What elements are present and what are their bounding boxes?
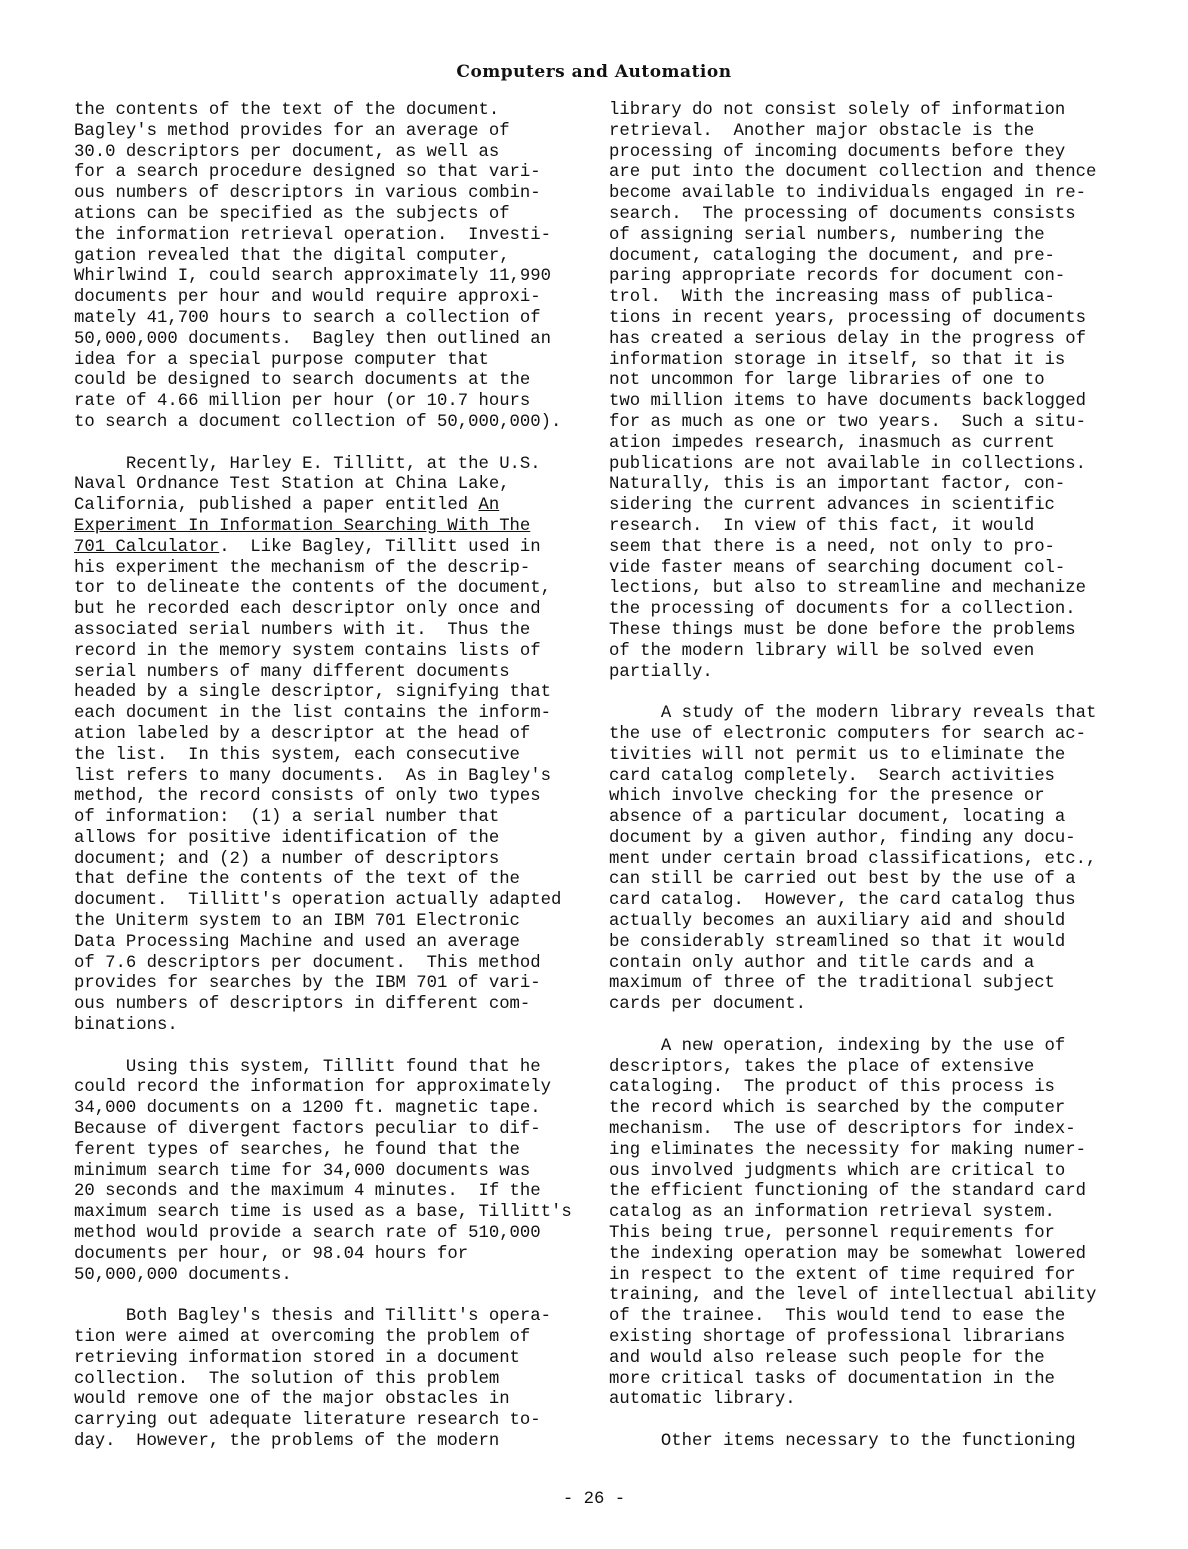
text-line: ous involved judgments which are critical to	[609, 1161, 1066, 1181]
text-line: method would provide a search rate of 510,000	[74, 1224, 541, 1244]
text-line: ation impedes research, inasmuch as current	[609, 433, 1055, 453]
text-line: serial numbers of many different documents	[74, 662, 510, 682]
text-line: tor to delineate the contents of the document,	[74, 579, 552, 599]
text-line: Naturally, this is an important factor, con-	[609, 475, 1066, 495]
text-line: document, cataloging the document, and pre-	[609, 246, 1055, 266]
text-line: A new operation, indexing by the use of	[609, 1036, 1066, 1056]
text-line: collection. The solution of this problem	[74, 1369, 500, 1389]
text-line	[74, 496, 574, 517]
text-line: of 7.6 descriptors per document. This method	[74, 953, 541, 973]
paragraph-card-catalog	[609, 704, 1114, 1016]
text-line: documents per hour and would require approxi-	[74, 288, 541, 308]
text-line: in respect to the extent of time required for	[609, 1265, 1076, 1285]
text-line: retrieval. Another major obstacle is the	[609, 121, 1035, 141]
text-line: could record the information for approximately	[74, 1078, 552, 1098]
text-line: card catalog completely. Search activities	[609, 766, 1055, 786]
text-line: document; and (2) a number of descriptors	[74, 849, 500, 869]
text-line: absence of a particular document, locating a	[609, 808, 1066, 828]
left-column	[74, 101, 574, 1453]
text-line: become available to individuals engaged in re-	[609, 184, 1087, 204]
text-line: are put into the document collection and thence	[609, 163, 1097, 183]
text-line: headed by a single descriptor, signifying that	[74, 683, 552, 703]
text-line: card catalog. However, the card catalog thus	[609, 891, 1076, 911]
text-line: Recently, Harley E. Tillitt, at the U.S.	[74, 454, 541, 474]
text-line: vide faster means of searching document col-	[609, 558, 1066, 578]
text-line: but he recorded each descriptor only once and	[74, 600, 541, 620]
text-line: the contents of the text of the document.	[74, 101, 500, 120]
right-column	[609, 101, 1114, 1453]
text-line: search. The processing of documents consists	[609, 204, 1076, 224]
text-line: method, the record consists of only two types	[74, 787, 541, 807]
text-line: paring appropriate records for document con-	[609, 267, 1066, 287]
text-line: mately 41,700 hours to search a collection of	[74, 308, 541, 328]
text-line: document. Tillitt's operation actually adapted	[74, 891, 562, 911]
paragraph-indexing-operation	[609, 1037, 1114, 1411]
text-line: the information retrieval operation. Investi-	[74, 225, 552, 245]
text-line: to search a document collection of 50,000,000).	[74, 412, 562, 432]
text-line: Because of divergent factors peculiar to dif-	[74, 1120, 541, 1140]
text-line: for a search procedure designed so that vari-	[74, 163, 541, 183]
text-span: . Like Bagley, Tillitt used in	[219, 537, 541, 557]
text-line: Naval Ordnance Test Station at China Lake,	[74, 475, 510, 495]
text-line: cataloging. The product of this process is	[609, 1078, 1055, 1098]
text-line: binations.	[74, 1016, 178, 1036]
text-line: record in the memory system contains lists of	[74, 641, 541, 661]
text-line: the processing of documents for a collection.	[609, 600, 1076, 620]
page-number: - 26 -	[562, 1490, 626, 1509]
text-line: cards per document.	[609, 995, 807, 1015]
text-line: Using this system, Tillitt found that he	[74, 1057, 541, 1077]
text-line: library do not consist solely of information	[609, 101, 1066, 120]
text-line: be considerably streamlined so that it would	[609, 932, 1066, 952]
text-line: minimum search time for 34,000 documents was	[74, 1161, 531, 1181]
text-line: his experiment the mechanism of the descrip-	[74, 558, 531, 578]
paragraph-problem-summary	[74, 1307, 574, 1453]
text-line: Both Bagley's thesis and Tillitt's opera-	[74, 1307, 552, 1327]
text-line: ous numbers of descriptors in various combin-	[74, 184, 541, 204]
text-line: idea for a special purpose computer that	[74, 350, 489, 370]
text-line: the record which is searched by the computer	[609, 1099, 1066, 1119]
text-line	[74, 517, 574, 538]
paper-title-underlined: An	[478, 496, 500, 516]
text-line: two million items to have documents backlogged	[609, 392, 1087, 412]
paper-title-underlined: Experiment In Information Searching With The	[74, 516, 531, 536]
text-line: contain only author and title cards and a	[609, 953, 1035, 973]
text-line: ous numbers of descriptors in different com-	[74, 995, 531, 1015]
text-line: processing of incoming documents before they	[609, 142, 1066, 162]
text-line: 30.0 descriptors per document, as well as	[74, 142, 500, 162]
text-line: training, and the level of intellectual ability	[609, 1286, 1097, 1306]
page-header: Computers and Automation	[456, 62, 732, 82]
text-line: associated serial numbers with it. Thus the	[74, 620, 531, 640]
text-line: allows for positive identification of the	[74, 828, 500, 848]
text-line: documents per hour, or 98.04 hours for	[74, 1244, 469, 1264]
text-line: Whirlwind I, could search approximately 11,990	[74, 267, 552, 287]
text-line: the use of electronic computers for search ac-	[609, 724, 1087, 744]
text-line: 50,000,000 documents.	[74, 1265, 292, 1285]
text-line: of assigning serial numbers, numbering the	[609, 225, 1045, 245]
text-line	[74, 538, 574, 559]
text-line: could be designed to search documents at the	[74, 371, 531, 391]
text-line: retrieving information stored in a document	[74, 1348, 520, 1368]
text-line: the Uniterm system to an IBM 701 Electronic	[74, 912, 520, 932]
paragraph-tillitt-results	[74, 1058, 574, 1287]
text-line: the indexing operation may be somewhat lowered	[609, 1244, 1087, 1264]
text-line: 34,000 documents on a 1200 ft. magnetic tape.	[74, 1099, 541, 1119]
text-line: actually becomes an auxiliary aid and should	[609, 912, 1066, 932]
text-line: has created a serious delay in the progress of	[609, 329, 1087, 349]
text-line: A study of the modern library reveals that	[609, 704, 1097, 724]
text-line: ations can be specified as the subjects of	[74, 204, 510, 224]
text-line: automatic library.	[609, 1390, 796, 1410]
text-line: ferent types of searches, he found that the	[74, 1140, 520, 1160]
paragraph-document-processing	[609, 101, 1114, 683]
text-line: sidering the current advances in scientific	[609, 496, 1055, 516]
text-line: Other items necessary to the functioning	[609, 1432, 1076, 1451]
text-line: tivities will not permit us to eliminate the	[609, 745, 1066, 765]
text-line: for as much as one or two years. Such a situ-	[609, 412, 1087, 432]
text-line: research. In view of this fact, it would	[609, 516, 1035, 536]
text-line: of the modern library will be solved even	[609, 641, 1035, 661]
paragraph-other-items	[609, 1432, 1114, 1453]
text-line: seem that there is a need, not only to pro-	[609, 537, 1055, 557]
text-line: partially.	[609, 662, 713, 682]
paragraph-tillitt-experiment	[74, 455, 574, 1037]
text-line: information storage in itself, so that it is	[609, 350, 1066, 370]
text-line: These things must be done before the problems	[609, 620, 1076, 640]
text-line: mechanism. The use of descriptors for index-	[609, 1120, 1076, 1140]
text-line: list refers to many documents. As in Bagley's	[74, 766, 552, 786]
text-line: publications are not available in collections.	[609, 454, 1087, 474]
text-line: lections, but also to streamline and mechanize	[609, 579, 1087, 599]
text-line: tion were aimed at overcoming the problem of	[74, 1328, 531, 1348]
text-line: more critical tasks of documentation in the	[609, 1369, 1055, 1389]
text-line: of information: (1) a serial number that	[74, 808, 500, 828]
text-line: ing eliminates the necessity for making numer-	[609, 1140, 1087, 1160]
text-line: would remove one of the major obstacles in	[74, 1390, 510, 1410]
text-line: of the trainee. This would tend to ease the	[609, 1307, 1066, 1327]
text-line: provides for searches by the IBM 701 of vari-	[74, 974, 541, 994]
text-line: descriptors, takes the place of extensive	[609, 1057, 1035, 1077]
text-line: the list. In this system, each consecutive	[74, 745, 520, 765]
text-line: Bagley's method provides for an average of	[74, 121, 510, 141]
text-line: document by a given author, finding any docu-	[609, 828, 1076, 848]
text-line: existing shortage of professional librarians	[609, 1328, 1066, 1348]
text-line: catalog as an information retrieval system.	[609, 1203, 1055, 1223]
text-line: day. However, the problems of the modern	[74, 1432, 500, 1451]
text-line: maximum of three of the traditional subject	[609, 974, 1055, 994]
text-line: and would also release such people for the	[609, 1348, 1045, 1368]
text-line: which involve checking for the presence or	[609, 787, 1045, 807]
paragraph-bagley-method	[74, 101, 574, 434]
text-span: California, published a paper entitled	[74, 496, 479, 516]
text-line: each document in the list contains the inform-	[74, 704, 552, 724]
paper-title-underlined: 701 Calculator	[74, 537, 220, 557]
text-line: the efficient functioning of the standard card	[609, 1182, 1087, 1202]
text-line: 50,000,000 documents. Bagley then outlined an	[74, 329, 552, 349]
text-line: trol. With the increasing mass of publica-	[609, 288, 1055, 308]
text-line: ment under certain broad classifications, etc.,	[609, 849, 1097, 869]
text-line: gation revealed that the digital computer,	[74, 246, 510, 266]
text-line: 20 seconds and the maximum 4 minutes. If the	[74, 1182, 541, 1202]
text-line: Data Processing Machine and used an average	[74, 932, 520, 952]
text-line: can still be carried out best by the use of a	[609, 870, 1076, 890]
text-line: rate of 4.66 million per hour (or 10.7 hours	[74, 392, 531, 412]
text-line: ation labeled by a descriptor at the head of	[74, 724, 531, 744]
text-line: This being true, personnel requirements for	[609, 1224, 1055, 1244]
text-line: tions in recent years, processing of documents	[609, 308, 1087, 328]
text-line: that define the contents of the text of the	[74, 870, 520, 890]
text-line: carrying out adequate literature research to-	[74, 1411, 541, 1431]
text-line: not uncommon for large libraries of one to	[609, 371, 1045, 391]
text-line: maximum search time is used as a base, Tillitt's	[74, 1203, 572, 1223]
